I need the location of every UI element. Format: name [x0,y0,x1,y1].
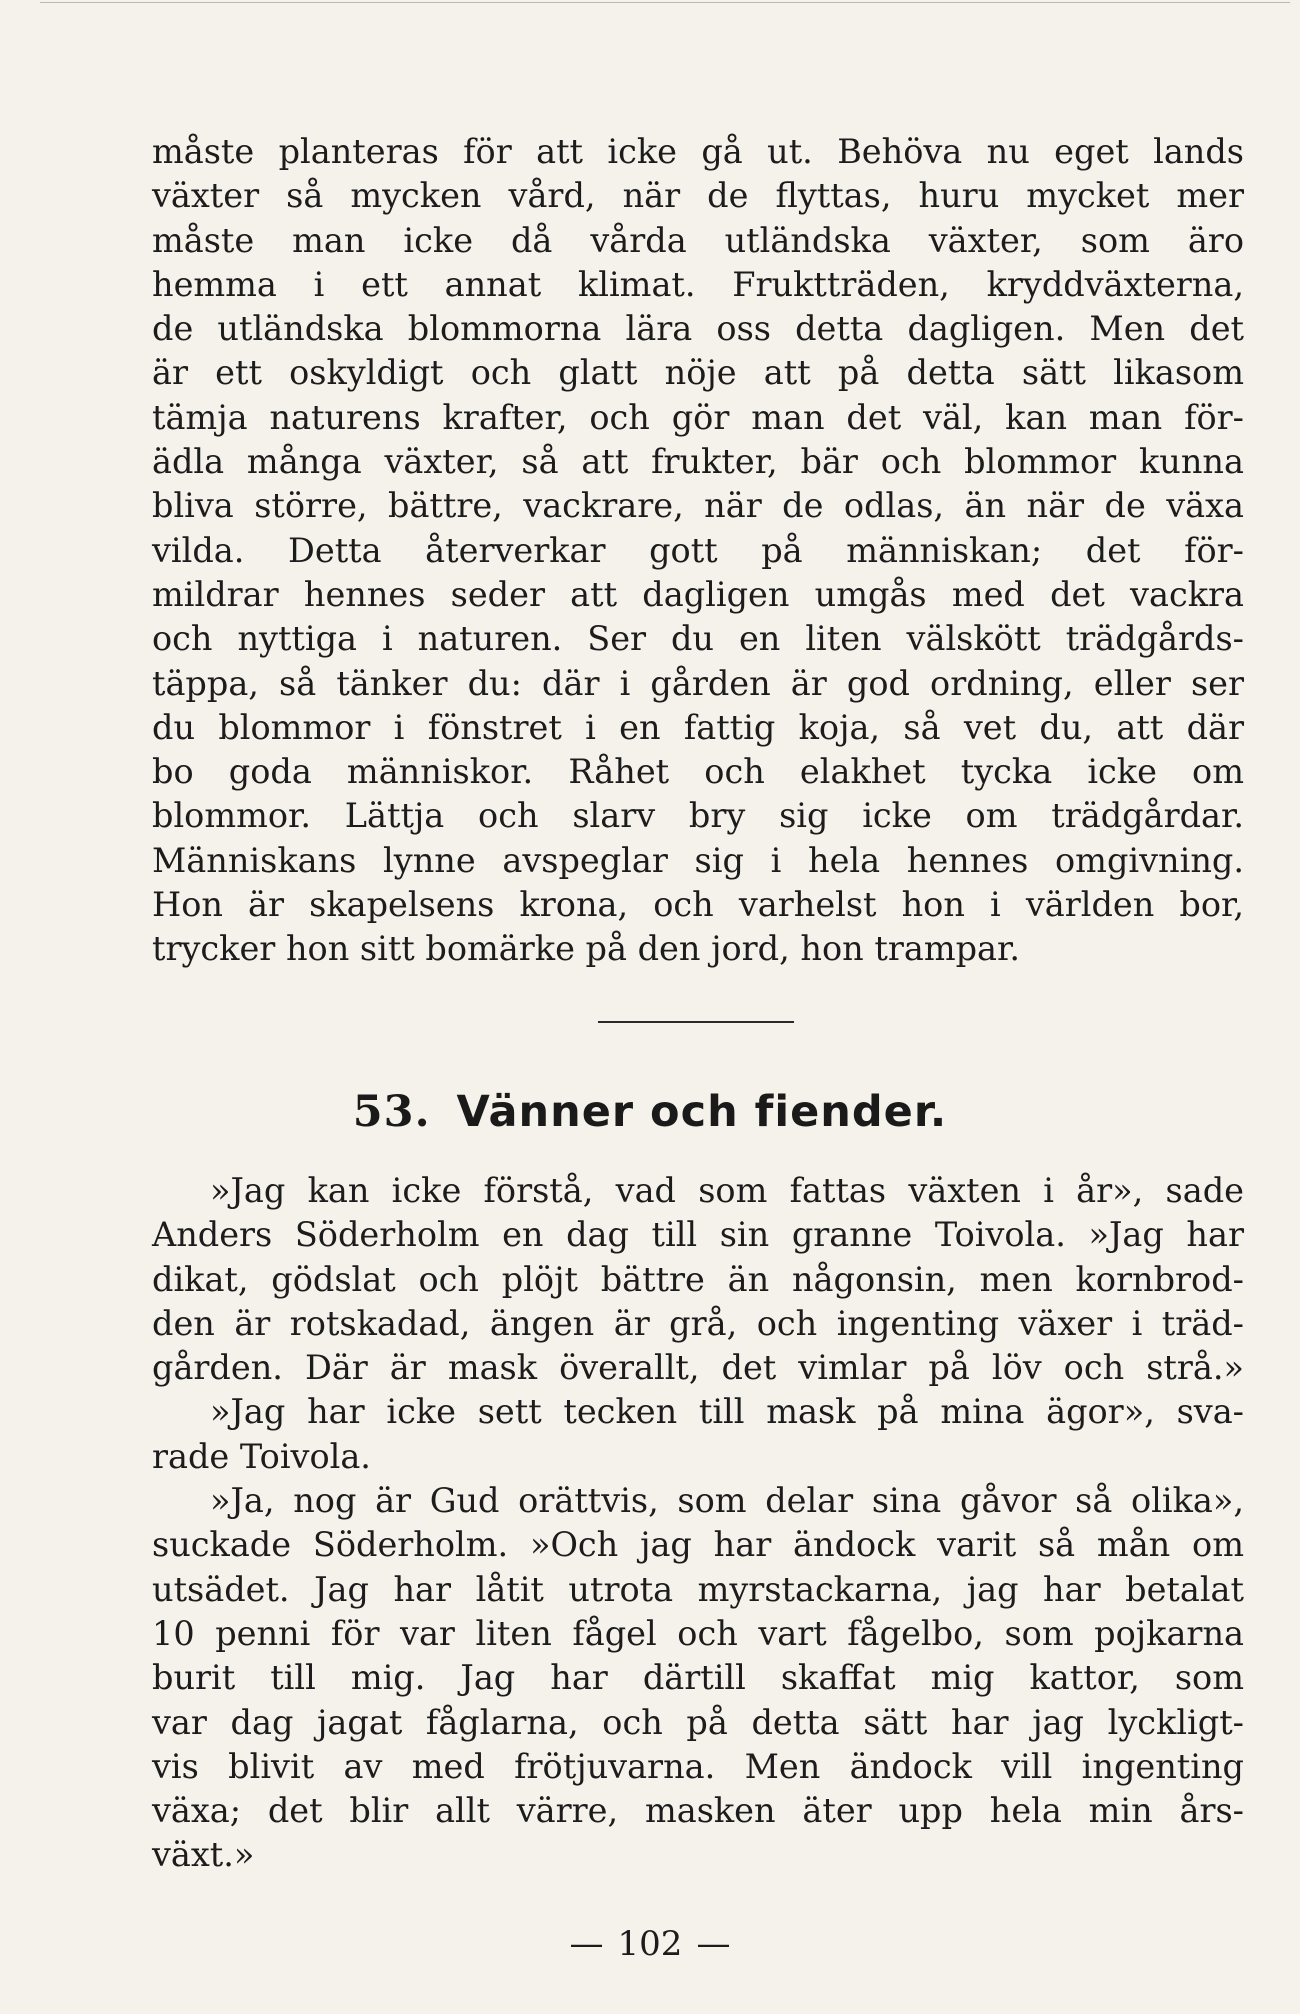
text-line: du blommor i fönstret i en fattig koja, så vet du, att där [152,707,1244,747]
text-line: den är rotskadad, ängen är grå, och ingenting växer i träd- [152,1303,1244,1343]
text-line: hemma i ett annat klimat. Fruktträden, kryddväxterna, [152,264,1244,304]
scan-edge-line [40,2,1290,3]
text-line: vilda. Detta återverkar gott på människan; det för- [152,530,1244,570]
text-line: ädla många växter, så att frukter, bär och blommor kunna [152,442,1244,482]
page-number [0,1924,1300,1964]
text-line: är ett oskyldigt och glatt nöje att på detta sätt likasom [152,353,1244,393]
page-number-dash-right: — [696,1924,731,1964]
text-line: burit till mig. Jag har därtill skaffat mig kattor, som [152,1658,1244,1698]
page-number-dash-left: — [569,1924,604,1964]
text-line: dikat, gödslat och plöjt bättre än någonsin, men kornbrod- [152,1259,1244,1299]
text-line: var dag jagat fåglarna, och på detta sätt har jag lyckligt- [152,1702,1244,1742]
text-line: måste planteras för att icke gå ut. Behöva nu eget lands [152,132,1244,171]
text-line: växt.» [152,1835,255,1875]
text-line: måste man icke då vårda utländska växter, som äro [152,220,1244,260]
text-line: Hon är skapelsens krona, och varhelst hon i världen bor, [152,885,1244,925]
intro-paragraph [152,130,1244,972]
text-line: tämja naturens krafter, och gör man det väl, kan man för- [152,397,1244,437]
chapter-heading [0,1087,1300,1137]
section-divider [598,1021,794,1023]
text-line: de utländska blommorna lära oss detta dagligen. Men det [152,309,1244,349]
text-line: mildrar hennes seder att dagligen umgås med det vackra [152,574,1244,614]
text-line: växter så mycken vård, när de flyttas, huru mycket mer [152,176,1244,216]
text-line: och nyttiga i naturen. Ser du en liten välskött trädgårds- [152,619,1244,659]
text-line: bliva större, bättre, vackrare, när de odlas, än när de växa [152,486,1244,526]
text-line: vis blivit av med frötjuvarna. Men ändock vill ingenting [152,1746,1244,1786]
page-number-value: 102 [617,1924,683,1964]
chapter-number: 53. [352,1087,431,1137]
text-line: rade Toivola. [152,1436,371,1476]
text-line: suckade Söderholm. »Och jag har ändock varit så mån om [152,1525,1244,1565]
text-line: »Ja, nog är Gud orättvis, som delar sina gåvor så olika», [210,1481,1244,1521]
text-line: »Jag har icke sett tecken till mask på mina ägor», sva- [210,1392,1244,1432]
text-line: Människans lynne avspeglar sig i hela hennes omgivning. [152,840,1244,880]
text-line: 10 penni för var liten fågel och vart fågelbo, som pojkarna [152,1613,1244,1653]
text-line: Anders Söderholm en dag till sin granne Toivola. »Jag har [152,1215,1244,1255]
text-line: gården. Där är mask överallt, det vimlar på löv och strå.» [152,1348,1244,1388]
text-line: trycker hon sitt bomärke på den jord, hon trampar. [152,929,1020,969]
text-line: växa; det blir allt värre, masken äter upp hela min års- [152,1791,1244,1831]
story-text [152,1169,1244,1878]
chapter-title: Vänner och fiender. [456,1087,948,1137]
text-line: »Jag kan icke förstå, vad som fattas växten i år», sade [210,1171,1244,1210]
text-line: täppa, så tänker du: där i gården är god ordning, eller ser [152,663,1244,703]
text-line: utsädet. Jag har låtit utrota myrstackarna, jag har betalat [152,1569,1244,1609]
text-line: bo goda människor. Råhet och elakhet tycka icke om [152,752,1244,792]
text-line: blommor. Lättja och slarv bry sig icke om trädgårdar. [152,796,1244,836]
